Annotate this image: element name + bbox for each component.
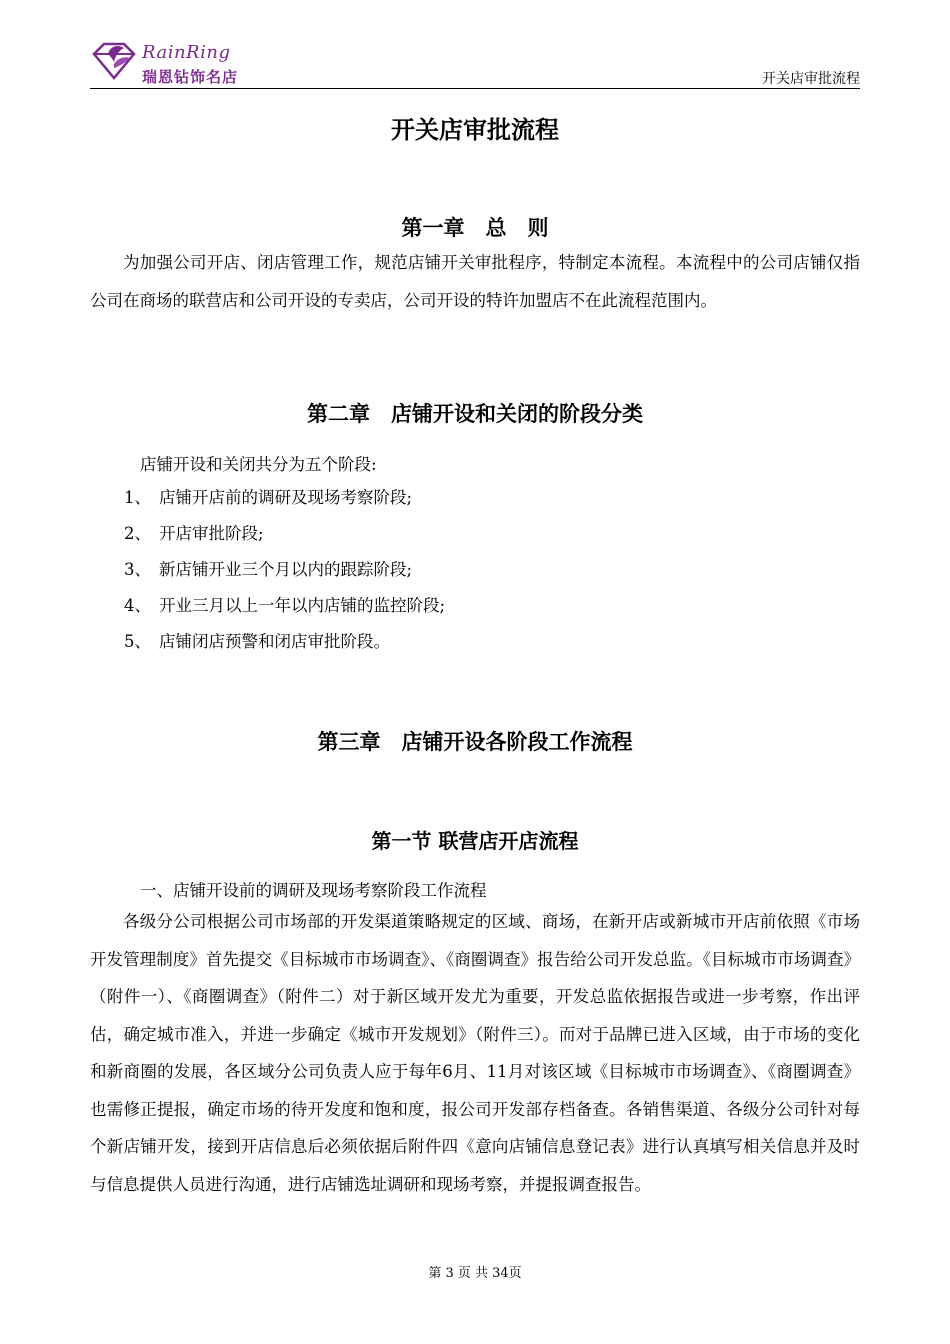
section-1-subheading: 一、店铺开设前的调研及现场考察阶段工作流程 xyxy=(140,881,487,900)
section-1-paragraph: 各级分公司根据公司市场部的开发渠道策略规定的区域、商场，在新开店或新城市开店前依照《市场开发管理制度》首先提交《目标城市市场调查》、《商圈调查》报告给公司开发总监。《目标城市市场调查》（附件一）、《商圈调查》（附件二）对于新区域开发尤为重要，开发总监依据报告或进一步考察，作出评估，确定城市准入，并进一步确定《城市开发规划》（附件三）。而对于品牌已进入区域，由于市场的变化和新商圈的发展，各区域分公司负责人应于每年6月、11月对该区域《目标城市市场调查》、《商圈调查》也需修正提报，确定市场的待开发度和饱和度，报公司开发部存档备查。各销售渠道、各级分公司针对每个新店铺开发，接到开店信息后必须依据后附件四《意向店铺信息登记表》进行认真填写相关信息并及时与信息提供人员进行沟通，进行店铺选址调研和现场考察，并提报调查报告。 xyxy=(90,912,860,1194)
list-item-text: 店铺闭店预警和闭店审批阶段。 xyxy=(159,632,390,651)
list-item xyxy=(124,480,445,516)
list-item-number: 4、 xyxy=(124,596,151,615)
chapter-2-heading: 第二章 店铺开设和关闭的阶段分类 xyxy=(307,402,643,426)
list-item-text: 开店审批阶段; xyxy=(159,524,264,543)
page-header xyxy=(90,30,860,88)
company-logo xyxy=(90,30,290,88)
list-item-number: 3、 xyxy=(124,560,151,579)
list-item-number: 5、 xyxy=(124,632,151,651)
section-1-heading: 第一节 联营店开店流程 xyxy=(371,829,579,853)
list-item xyxy=(124,588,445,624)
list-item-text: 开业三月以上一年以内店铺的监控阶段; xyxy=(159,596,446,615)
diamond-logo-icon xyxy=(90,40,140,82)
list-item-text: 新店铺开业三个月以内的跟踪阶段; xyxy=(159,560,413,579)
list-item-number: 2、 xyxy=(124,524,151,543)
page-number: 第 3 页 共 34页 xyxy=(428,1266,522,1281)
document-title: 开关店审批流程 xyxy=(391,116,559,144)
chapter-3-heading: 第三章 店铺开设各阶段工作流程 xyxy=(317,730,633,754)
chapter-1-paragraph: 为加强公司开店、闭店管理工作，规范店铺开关审批程序，特制定本流程。本流程中的公司店铺仅指公司在商场的联营店和公司开设的专卖店，公司开设的特许加盟店不在此流程范围内。 xyxy=(90,253,860,310)
stage-list xyxy=(124,480,445,660)
header-doc-title: 开关店审批流程 xyxy=(762,71,860,87)
list-item xyxy=(124,624,445,660)
list-item xyxy=(124,516,445,552)
list-item-number: 1、 xyxy=(124,488,151,507)
chapter-2-intro: 店铺开设和关闭共分为五个阶段: xyxy=(140,455,377,474)
header-divider xyxy=(90,88,860,89)
chapter-1-heading: 第一章 总 则 xyxy=(401,216,549,240)
logo-english-text: RainRing xyxy=(142,42,231,63)
list-item xyxy=(124,552,445,588)
list-item-text: 店铺开店前的调研及现场考察阶段; xyxy=(159,488,413,507)
logo-chinese-text: 瑞恩钻饰名店 xyxy=(142,68,239,86)
